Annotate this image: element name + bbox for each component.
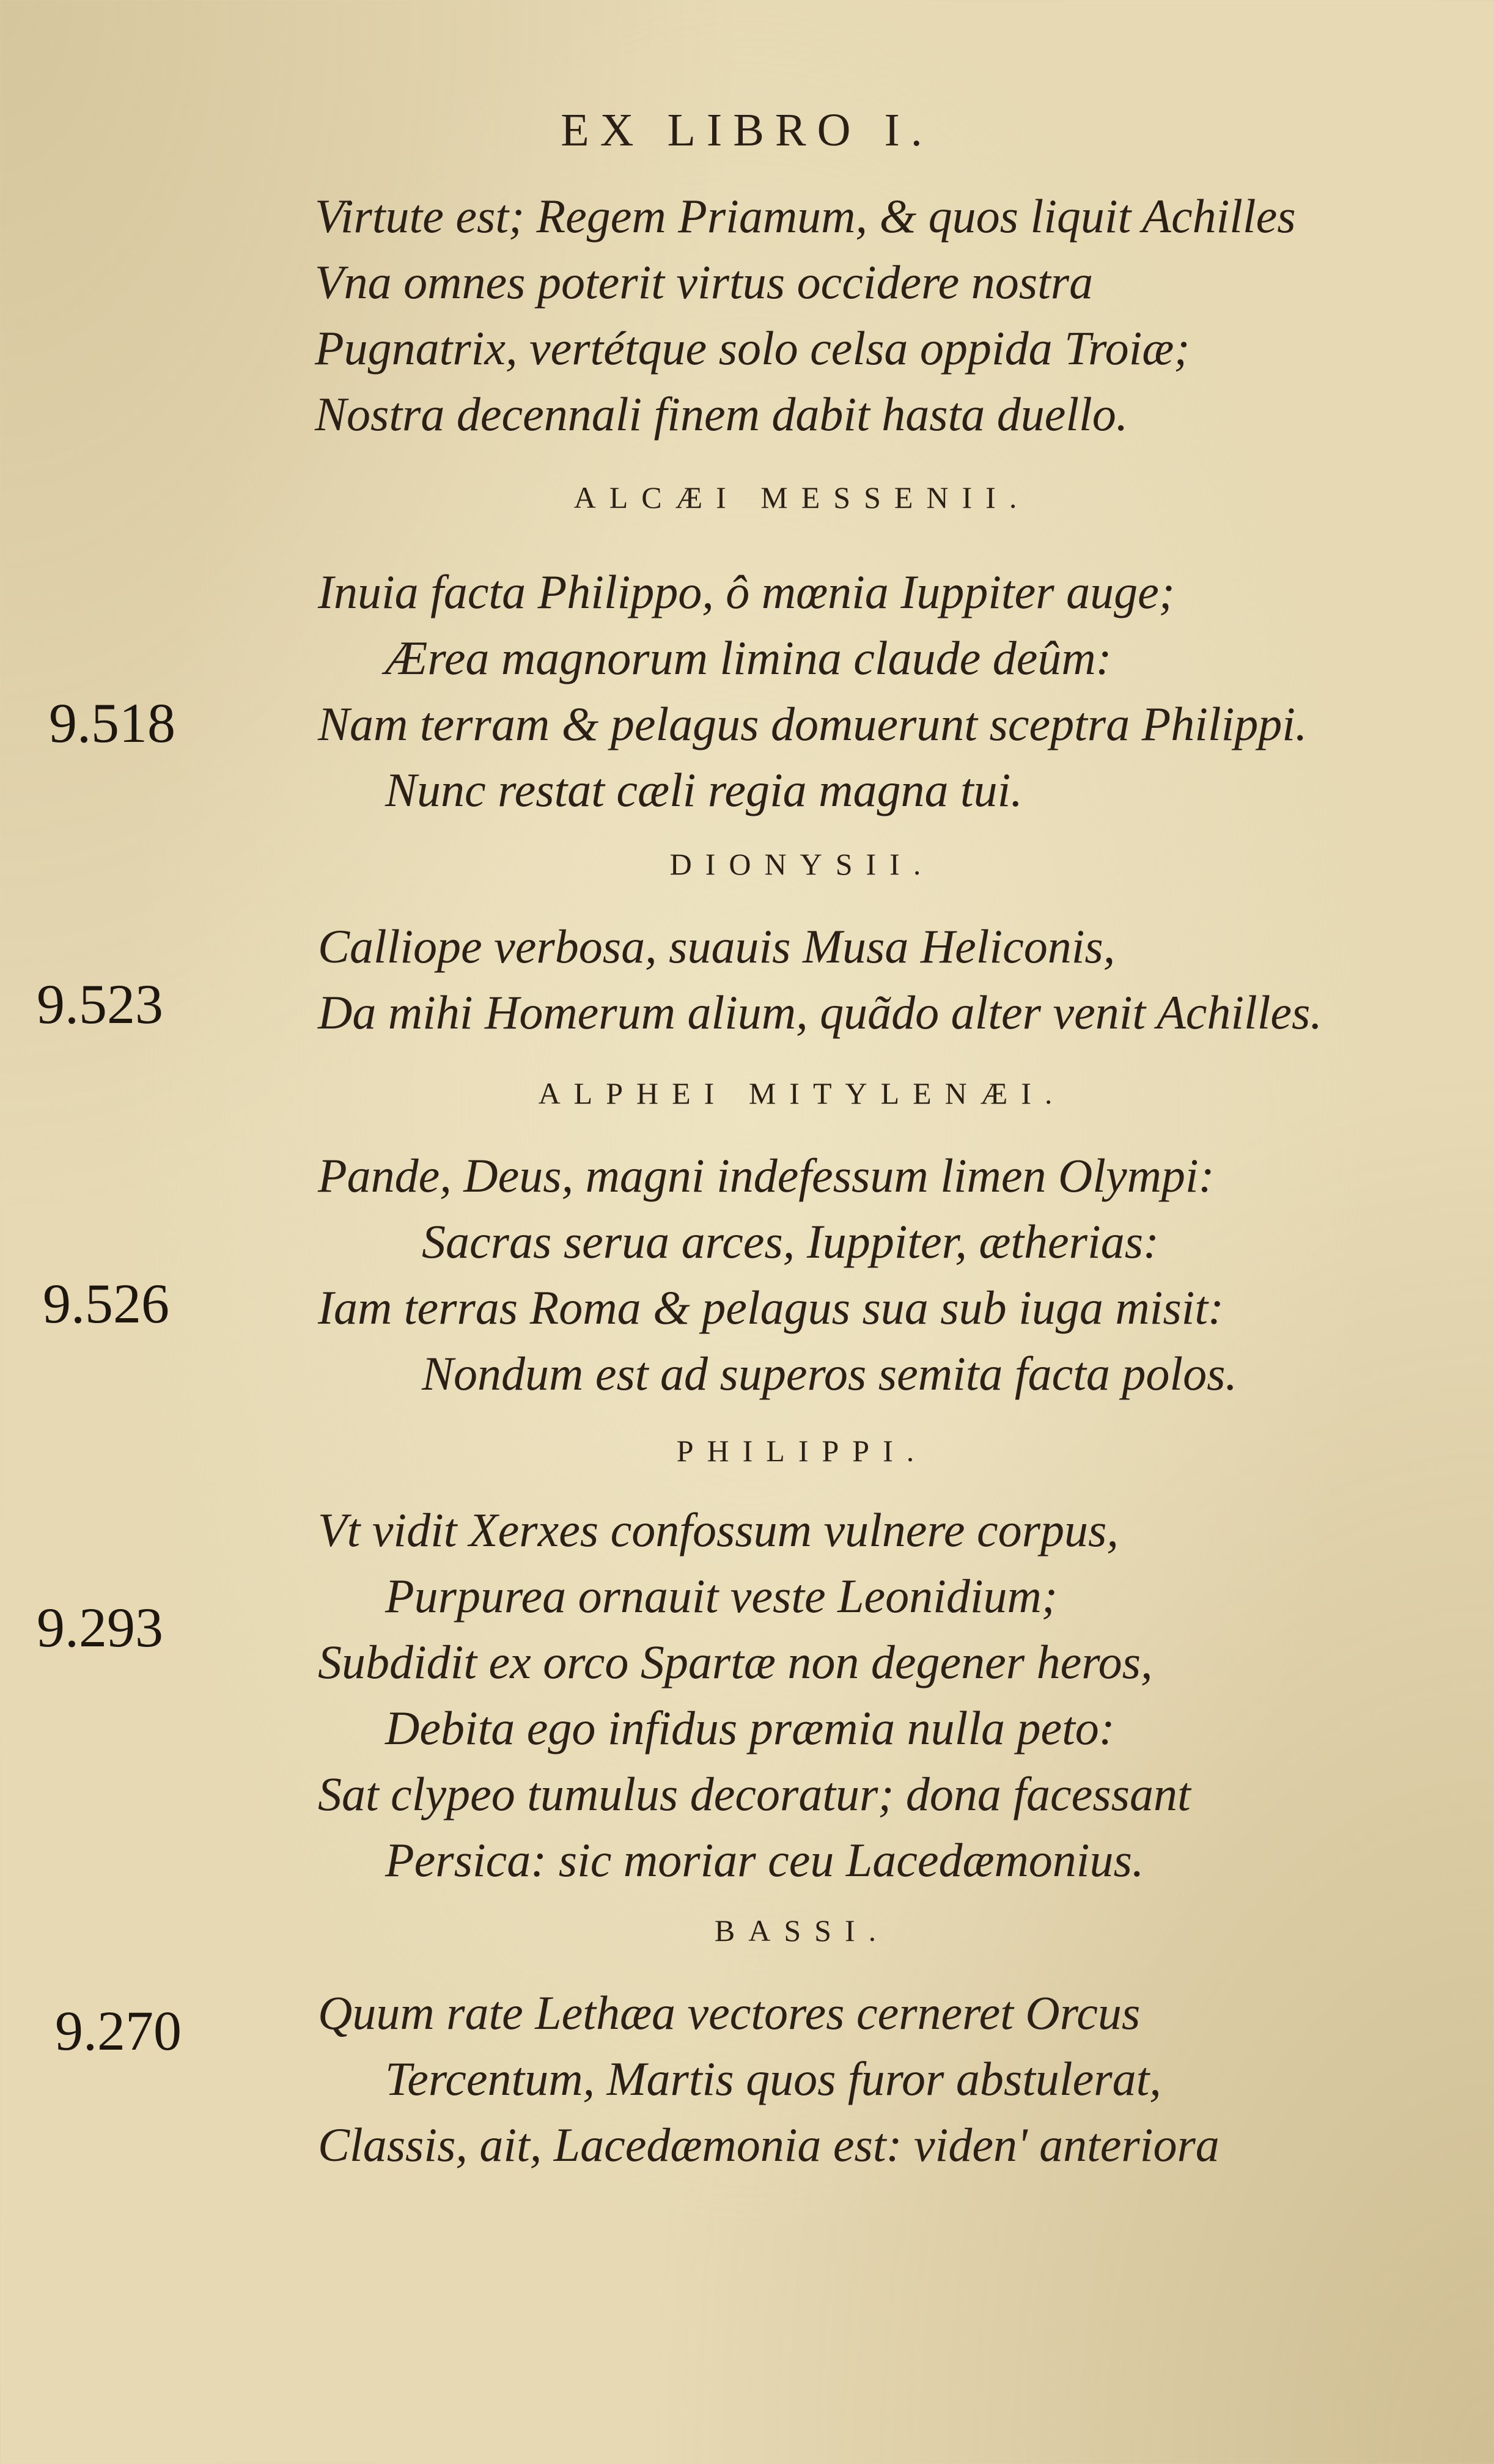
- epigram-title: DIONYSII.: [669, 847, 935, 881]
- verse-block-2: [318, 559, 1307, 823]
- verse-line: Inuia facta Philippo, ô mœnia Iuppiter auge;: [318, 565, 1175, 618]
- verse-line: Nunc restat cæli regia magna tui.: [385, 763, 1023, 816]
- epigram-title: ALCÆI MESSENII.: [573, 480, 1031, 515]
- verse-line: Purpurea ornauit veste Leonidium;: [385, 1569, 1058, 1623]
- verse-line: Da mihi Homerum alium, quãdo alter venit Achilles.: [318, 986, 1322, 1039]
- margin-note: 9.293: [37, 1596, 163, 1659]
- epigram-title: ALPHEI MITYLENÆI.: [538, 1076, 1066, 1110]
- margin-note: 9.518: [49, 692, 175, 754]
- verse-line: Classis, ait, Lacedæmonia est: viden' anteriora: [318, 2118, 1220, 2171]
- margin-note: 9.526: [43, 1272, 169, 1335]
- epigram-title: BASSI.: [714, 1913, 890, 1948]
- verse-line: Subdidit ex orco Spartæ non degener heros,: [318, 1635, 1153, 1689]
- verse-line: Pande, Deus, magni indefessum limen Olympi:: [318, 1149, 1215, 1202]
- margin-note: 9.270: [55, 2000, 182, 2062]
- verse-block-5: [318, 1497, 1191, 1893]
- verse-line: Persica: sic moriar ceu Lacedæmonius.: [385, 1833, 1144, 1887]
- verse-line: Tercentum, Martis quos furor abstulerat,: [385, 2052, 1161, 2105]
- verse-line: Quum rate Lethæa vectores cerneret Orcus: [318, 1986, 1141, 2039]
- epigram-title: PHILIPPI.: [676, 1434, 928, 1468]
- verse-line: Pugnatrix, vertétque solo celsa oppida Troiæ;: [315, 321, 1190, 375]
- verse-line: Vt vidit Xerxes confossum vulnere corpus,: [318, 1503, 1119, 1557]
- verse-line: Nam terram & pelagus domuerunt sceptra Philippi.: [318, 697, 1308, 750]
- running-header: EX LIBRO I.: [561, 105, 933, 156]
- verse-line: Debita ego infidus præmia nulla peto:: [385, 1701, 1115, 1755]
- verse-line: Sat clypeo tumulus decoratur; dona facessant: [318, 1767, 1191, 1821]
- verse-line: Iam terras Roma & pelagus sua sub iuga misit:: [318, 1281, 1224, 1334]
- verse-block-1: [315, 183, 1296, 447]
- verse-line: Virtute est; Regem Priamum, & quos liquit Achilles: [315, 189, 1296, 243]
- verse-block-6: [318, 1980, 1220, 2178]
- verse-block-3: [318, 914, 1322, 1046]
- verse-line: Ærea magnorum limina claude deûm:: [385, 631, 1112, 684]
- verse-line: Nostra decennali finem dabit hasta duello.: [315, 387, 1128, 441]
- verse-block-4: [318, 1143, 1237, 1407]
- verse-line: Vna omnes poterit virtus occidere nostra: [315, 255, 1094, 309]
- margin-note: 9.523: [37, 973, 163, 1035]
- verse-line: Sacras serua arces, Iuppiter, ætherias:: [422, 1215, 1160, 1268]
- verse-line: Nondum est ad superos semita facta polos.: [422, 1347, 1237, 1400]
- verse-line: Calliope verbosa, suauis Musa Heliconis,: [318, 920, 1116, 973]
